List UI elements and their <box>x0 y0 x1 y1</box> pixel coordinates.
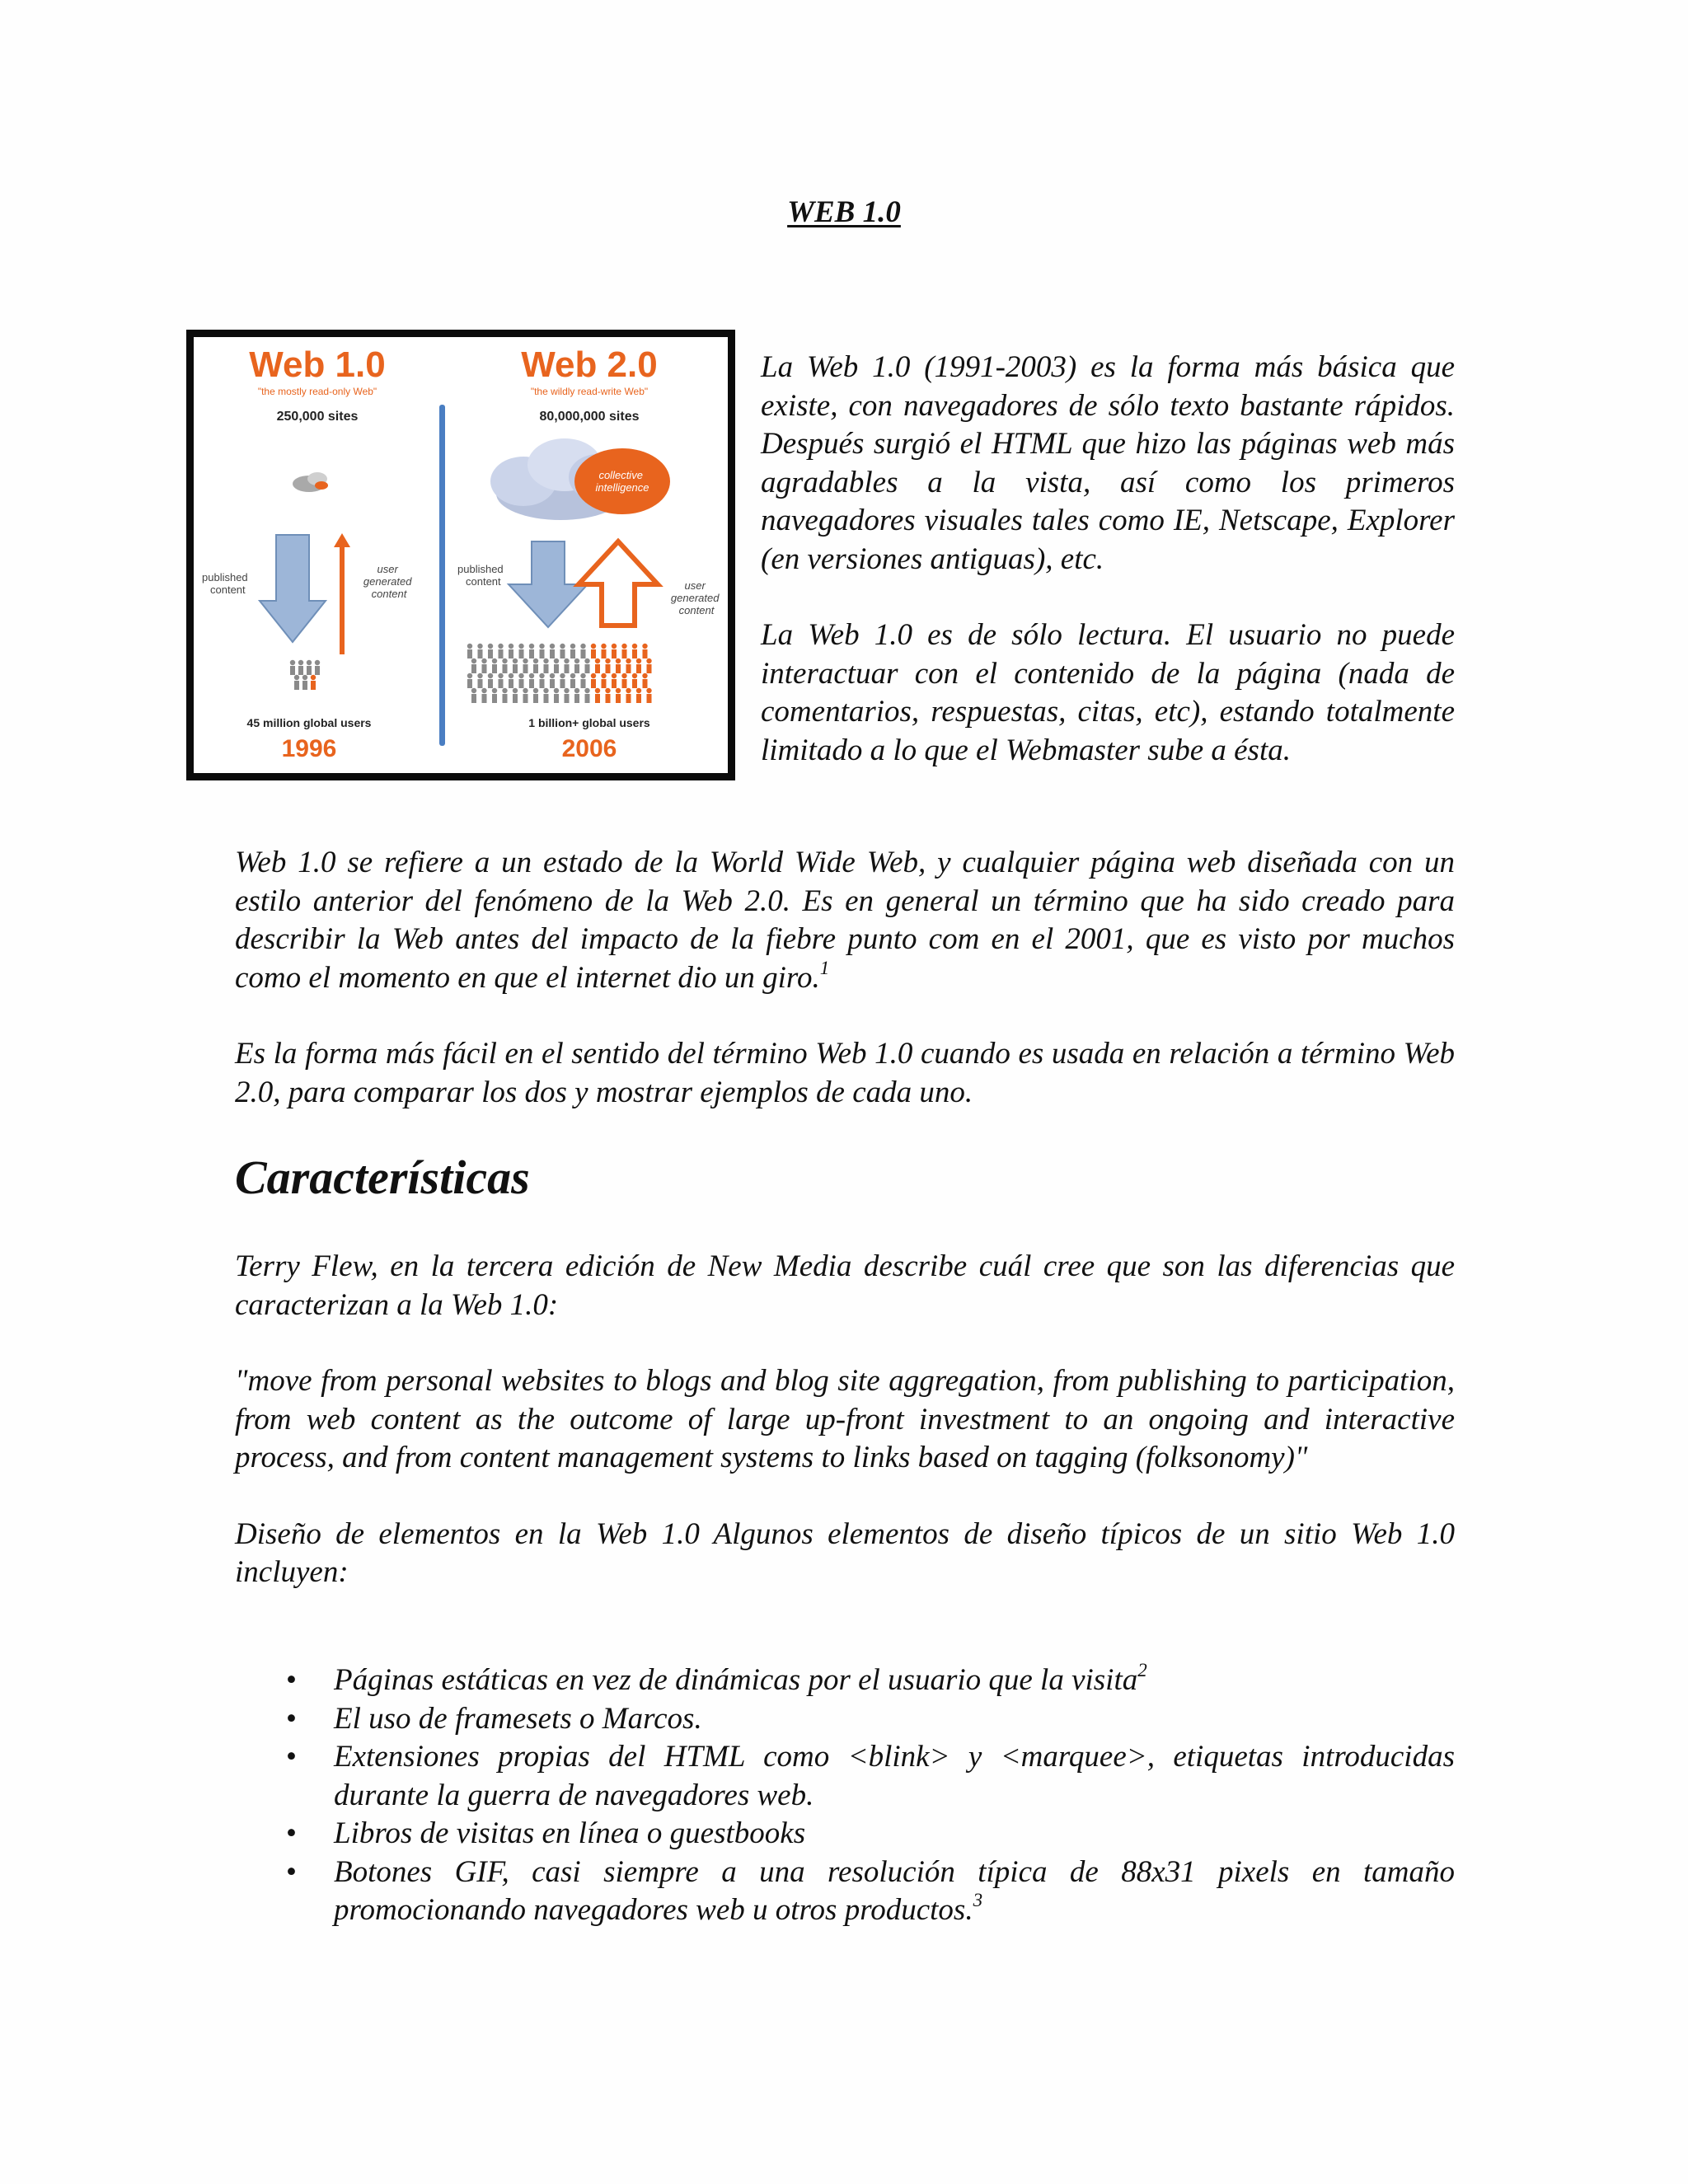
bullet-glyph: • <box>286 1854 297 1889</box>
web1-year: 1996 <box>281 735 337 762</box>
bullet-glyph: • <box>286 1816 297 1850</box>
web1-generated-line3: content <box>371 588 407 600</box>
section-heading: Características <box>235 1151 530 1204</box>
web1-sites: 250,000 sites <box>276 410 359 424</box>
column-divider <box>439 405 445 746</box>
list-item <box>235 1700 1455 1739</box>
web1-generated-line2: generated <box>363 575 412 588</box>
body-paragraph-1 <box>235 844 1455 997</box>
cloud-label-line1: collective <box>598 469 643 481</box>
intro-paragraph-1: La Web 1.0 (1991-2003) es la forma más básica que existe, con navegadores de sólo texto bastante rápidos. Después surgió el HTML que hizo las páginas web más agradables a la vista, así como los primeros navegadores visuales tales como IE, Netscape, Explorer (en versiones antiguas), etc. <box>761 350 1455 576</box>
svg-text:collective intelligenc <box>595 469 649 494</box>
page-title: WEB 1.0 <box>787 195 901 229</box>
web2-generated-line3: content <box>678 604 715 616</box>
list-item-text: Páginas estáticas en vez de dinámicas por el usuario que la visita <box>334 1663 1138 1697</box>
web1-users: 45 million global users <box>246 716 372 729</box>
bullet-glyph: • <box>286 1740 297 1774</box>
list-item <box>235 1815 1455 1854</box>
bullet-glyph: • <box>286 1663 297 1697</box>
section-paragraph-1: Terry Flew, en la tercera edición de New Media describe cuál cree que son las diferencias que caracterizan a la Web 1.0: <box>235 1249 1455 1322</box>
web2-users: 1 billion+ global users <box>528 716 650 729</box>
list-item-text: Libros de visitas en línea o guestbooks <box>334 1816 806 1850</box>
list-item <box>235 1661 1455 1700</box>
body-paragraph-2: Es la forma más fácil en el sentido del término Web 1.0 cuando es usada en relación a término Web 2.0, para comparar los dos y mostrar ejemplos de cada uno. <box>235 1037 1455 1109</box>
web2-published-line2: content <box>466 575 501 588</box>
list-item-text: El uso de framesets o Marcos. <box>334 1701 702 1736</box>
web1-published-line2: content <box>210 583 246 596</box>
cloud-label-line2: intelligence <box>595 481 649 494</box>
web-comparison-illustration <box>194 337 728 773</box>
intro-paragraph-2: La Web 1.0 es de sólo lectura. El usuario no puede interactuar con el contenido de la página (nada de comentarios, respuestas, citas, etc), estando totalmente limitado a lo que el Webmaster sube a ésta. <box>761 618 1455 767</box>
web2-sites: 80,000,000 sites <box>539 410 640 424</box>
list-item <box>235 1738 1455 1815</box>
web1-published-line1: published <box>202 571 248 583</box>
web2-generated-line1: user <box>684 579 706 592</box>
section-text <box>235 1248 1455 1592</box>
quote-paragraph: "move from personal websites to blogs and blog site aggregation, from publishing to participation, from web content as the outcome of large up-front investment to an ongoing and interactive process, and from content management systems to links based on tagging (folksonomy)" <box>235 1364 1455 1474</box>
footnote-ref-1[interactable]: 1 <box>819 957 830 978</box>
bullet-glyph: • <box>286 1701 297 1736</box>
web1-heading: Web 1.0 <box>249 344 386 385</box>
web1-vs-web2-figure <box>186 330 735 780</box>
section-paragraph-2: Diseño de elementos en la Web 1.0 Algunos elementos de diseño típicos de un sitio Web 1.0 incluyen: <box>235 1516 1455 1589</box>
web2-year: 2006 <box>561 735 617 762</box>
web2-published-line1: published <box>457 563 504 575</box>
bullet-list <box>235 1661 1455 1930</box>
web1-tagline: "the mostly read-only Web" <box>257 386 377 397</box>
list-item <box>235 1854 1455 1930</box>
web2-tagline: "the wildly read-write Web" <box>530 386 649 397</box>
footnote-ref-3[interactable]: 3 <box>973 1890 983 1910</box>
web1-generated-line1: user <box>377 563 398 575</box>
body-paragraph-1-text: Web 1.0 se refiere a un estado de la World Wide Web, y cualquier página web diseñada con un estilo anterior del fenómeno de la Web 2.0. Es en general un término que ha sido creado para describir la Web antes del impacto de la fiebre punto com en el 2001, que es visto por muchos como el momento en que el internet dio un giro. <box>235 846 1455 995</box>
web2-generated-line2: generated <box>670 592 720 604</box>
list-item-text: Botones GIF, casi siempre a una resolución típica de 88x31 pixels en tamaño promocionando navegadores web u otros productos. <box>334 1854 1455 1927</box>
list-item-text: Extensiones propias del HTML como <blink> y <marquee>, etiquetas introducidas durante la guerra de navegadores web. <box>334 1740 1455 1812</box>
intro-column <box>761 349 1455 770</box>
web2-heading: Web 2.0 <box>521 344 658 385</box>
footnote-ref-2[interactable]: 2 <box>1137 1660 1147 1680</box>
body-text <box>235 844 1455 1112</box>
